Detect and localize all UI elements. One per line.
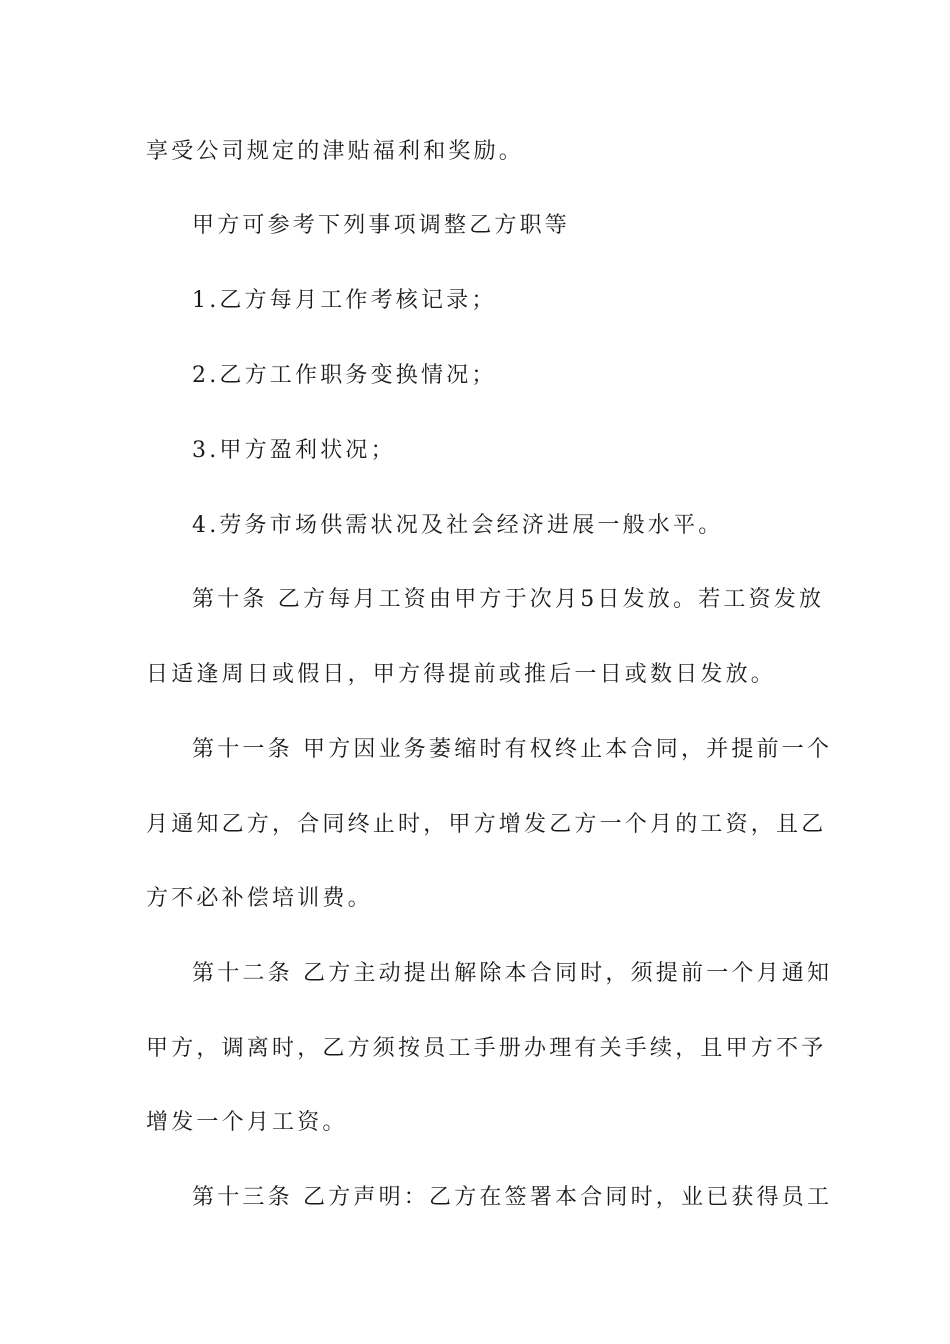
text-line: 甲方可参考下列事项调整乙方职等	[192, 213, 571, 238]
list-item: 4.劳务市场供需状况及社会经济进展一般水平。	[192, 513, 724, 538]
article-line: 日适逢周日或假日，甲方得提前或推后一日或数日发放。	[146, 662, 777, 687]
article-line: 甲方，调离时，乙方须按员工手册办理有关手续，且甲方不予	[146, 1036, 827, 1061]
article-line: 第十三条 乙方声明：乙方在签署本合同时，业已获得员工	[192, 1185, 833, 1210]
article-line: 第十条 乙方每月工资由甲方于次月5日发放。若工资发放	[192, 587, 825, 612]
text-line: 享受公司规定的津贴福利和奖励。	[146, 139, 525, 164]
list-item: 3.甲方盈利状况；	[192, 438, 396, 463]
list-item: 1.乙方每月工作考核记录；	[192, 288, 497, 313]
article-line: 方不必补偿培训费。	[146, 886, 373, 911]
article-line: 增发一个月工资。	[146, 1110, 348, 1135]
list-item: 2.乙方工作职务变换情况；	[192, 363, 497, 388]
article-line: 第十一条 甲方因业务萎缩时有权终止本合同，并提前一个	[192, 737, 833, 762]
article-line: 月通知乙方，合同终止时，甲方增发乙方一个月的工资，且乙	[146, 812, 827, 837]
article-line: 第十二条 乙方主动提出解除本合同时，须提前一个月通知	[192, 961, 833, 986]
